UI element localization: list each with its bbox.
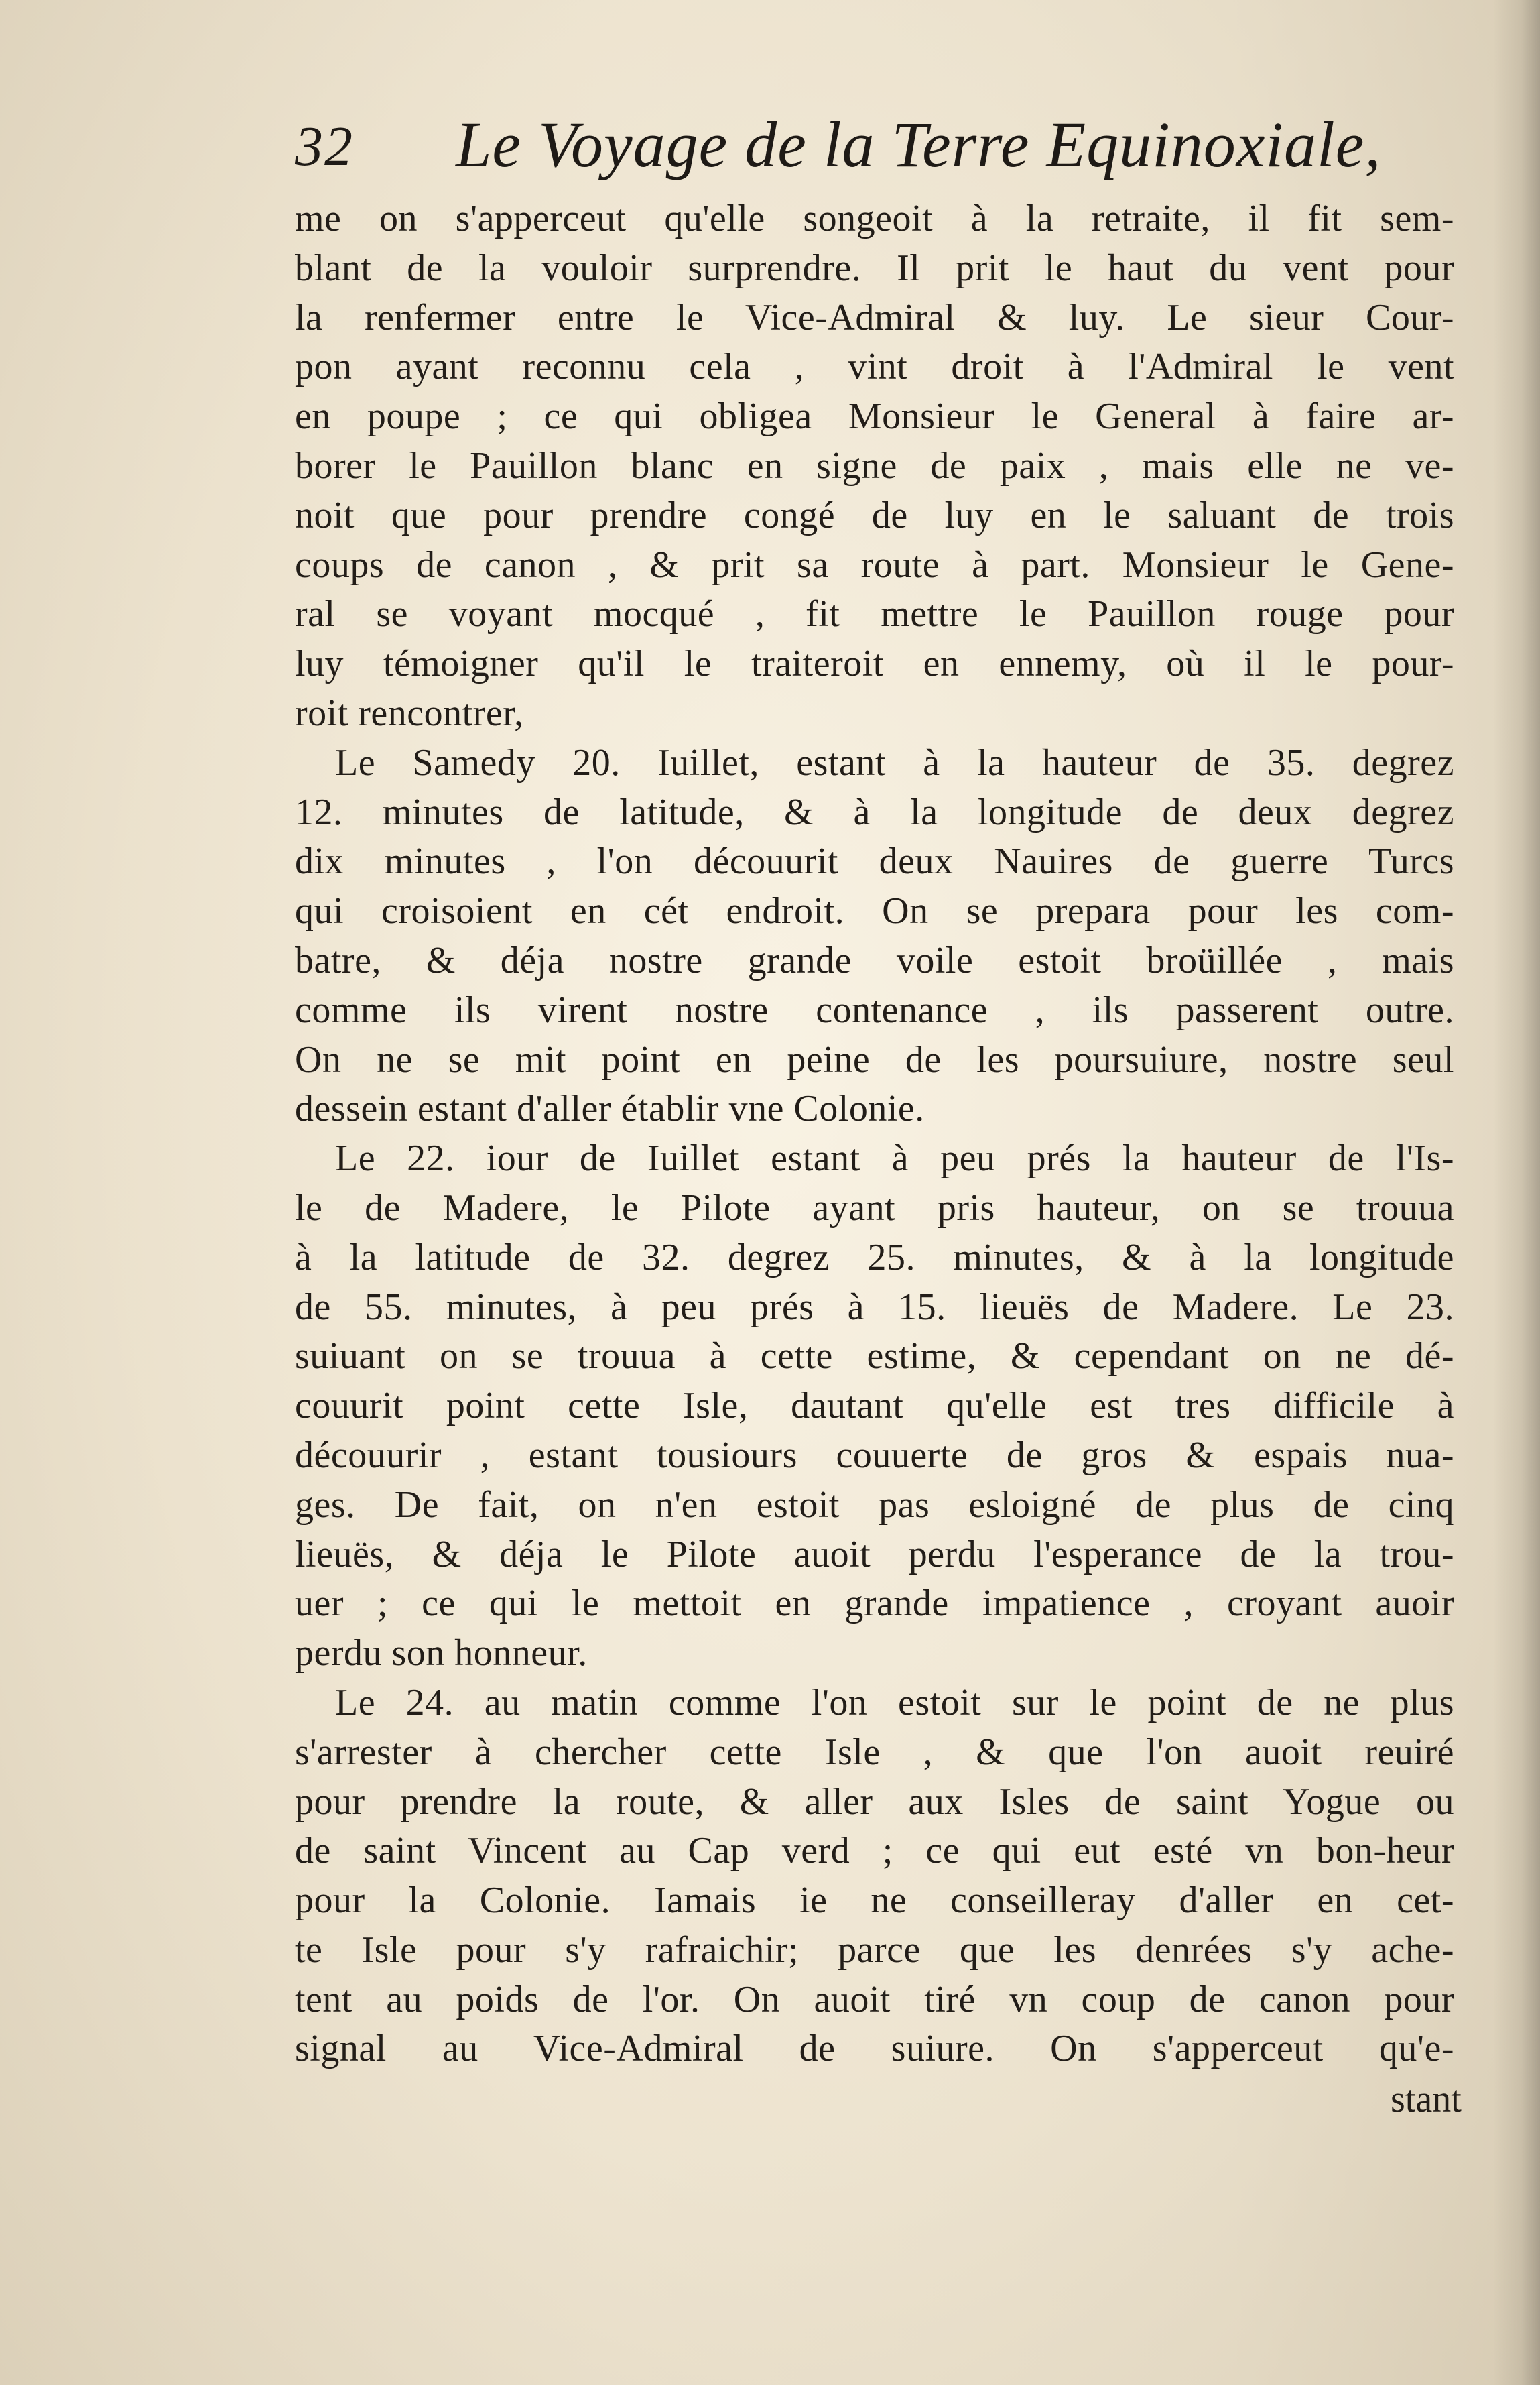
text-line: pour prendre la route, & aller aux Isles de saint Yogue ou [295,1780,1454,1823]
running-title: Le Voyage de la Terre Equinoxiale, [456,109,1382,180]
paragraph-start-line: Le 24. au matin comme l'on estoit sur le point de ne plus [335,1681,1454,1723]
paragraph-start-line: Le Samedy 20. Iuillet, estant à la hauteur de 35. degrez [335,741,1454,784]
text-line: découurir , estant tousiours couuerte de gros & espais nua- [295,1434,1454,1476]
text-line: uer ; ce qui le mettoit en grande impatience , croyant auoir [295,1583,1454,1625]
text-line: perdu son honneur. [295,1632,588,1674]
text-line: batre, & déja nostre grande voile estoit broüillée , mais [295,939,1454,981]
text-line: pour la Colonie. Iamais ie ne conseilleray d'aller en cet- [295,1880,1454,1922]
text-line: suiuant on se trouua à cette estime, & cependant on ne dé- [295,1335,1454,1378]
text-line: couurit point cette Isle, dautant qu'elle est tres difficile à [295,1385,1454,1427]
text-line: de 55. minutes, à peu prés à 15. lieuës de Madere. Le 23. [295,1286,1454,1328]
text-line: luy témoigner qu'il le traiteroit en ennemy, où il le pour- [295,643,1454,685]
catchword: stant [1391,2079,1462,2120]
text-line: le de Madere, le Pilote ayant pris hauteur, on se trouua [295,1186,1454,1229]
text-line: noit que pour prendre congé de luy en le saluant de trois [295,494,1454,536]
text-line: te Isle pour s'y rafraichir; parce que les denrées s'y ache- [295,1929,1454,1971]
text-line: s'arrester à chercher cette Isle , & que l'on auoit reuiré [295,1731,1454,1773]
text-line: comme ils virent nostre contenance , ils passerent outre. [295,989,1454,1031]
text-line: me on s'apperceut qu'elle songeoit à la retraite, il fit sem- [295,198,1454,239]
text-line: borer le Pauillon blanc en signe de paix , mais elle ne ve- [295,444,1454,487]
text-line: roit rencontrer, [295,692,524,734]
text-line: dix minutes , l'on découurit deux Nauires de guerre Turcs [295,841,1454,883]
paragraph-start-line: Le 22. iour de Iuillet estant à peu prés la hauteur de l'Is- [335,1138,1454,1180]
text-line: blant de la vouloir surprendre. Il prit le haut du vent pour [295,247,1454,289]
text-line: de saint Vincent au Cap verd ; ce qui eut esté vn bon-heur [295,1830,1454,1872]
text-line: en poupe ; ce qui obligea Monsieur le General à faire ar- [295,395,1454,438]
body-text [295,194,1454,2074]
text-line: ges. De fait, on n'en estoit pas esloigné de plus de cinq [295,1483,1454,1526]
page-gutter-shadow [1493,0,1540,2385]
text-line: signal au Vice-Admiral de suiure. On s'apperceut qu'e- [295,2028,1454,2070]
text-line: la renfermer entre le Vice-Admiral & luy. Le sieur Cour- [295,296,1454,339]
text-line: 12. minutes de latitude, & à la longitude de deux degrez [295,791,1454,833]
text-line: lieuës, & déja le Pilote auoit perdu l'esperance de la trou- [295,1533,1454,1575]
page-number: 32 [295,115,354,178]
text-line: dessein estant d'aller établir vne Colonie. [295,1088,925,1130]
text-line: à la latitude de 32. degrez 25. minutes, & à la longitude [295,1236,1454,1278]
text-line: On ne se mit point en peine de les poursuiure, nostre seul [295,1038,1454,1081]
text-line: ral se voyant mocqué , fit mettre le Pauillon rouge pour [295,593,1454,635]
text-line: tent au poids de l'or. On auoit tiré vn coup de canon pour [295,1978,1454,2020]
text-line: coups de canon , & prit sa route à part. Monsieur le Gene- [295,544,1454,586]
page-header [295,101,1382,181]
text-line: qui croisoient en cét endroit. On se prepara pour les com- [295,890,1454,932]
text-line: pon ayant reconnu cela , vint droit à l'Admiral le vent [295,346,1454,388]
